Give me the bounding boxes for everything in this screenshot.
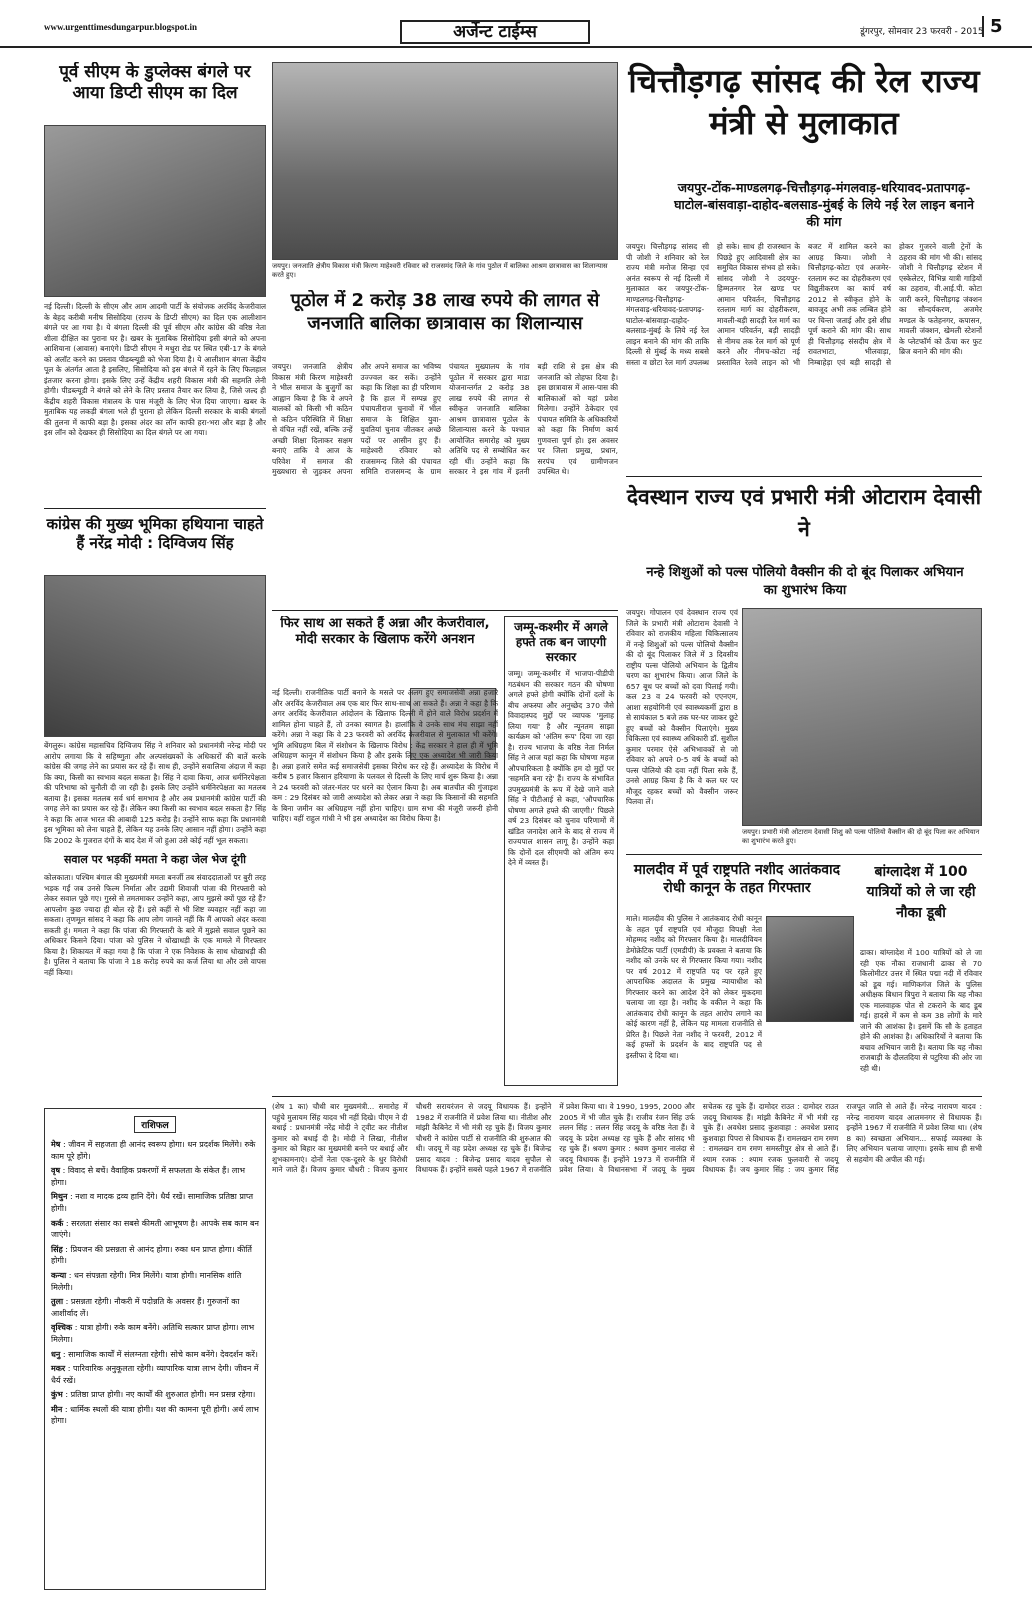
a2-photo: [44, 575, 266, 737]
page-number: 5: [982, 16, 1003, 37]
horoscope-item: मेष : जीवन में सहजता ही आनंद स्वरूप होगा। धन प्रदर्शक मिलेंगे। रुके काम पूरे होंगे।: [51, 1140, 256, 1161]
a4-headline: पूठोल में 2 करोड़ 38 लाख रुपये की लागत से जनजाति बालिका छात्रावास का शिलान्यास: [290, 290, 600, 334]
a10-body: ढाका। बांग्लादेश में 100 यात्रियों को ले जा रही एक नौका राजधानी ढाका से 70 किलोमीटर उत्तर में स्थित पद्मा नदी में रविवार को डूब गई। माणिकगंज जिले के पुलिस अधीक्षक बिधान त्रिपुरा ने बताया कि यह नौका एक मालवाहक पोत से टकराने के बाद डूब गई। हादसे में कम से कम 38 लोगों के मारे जाने की आशंका है। इसमें कि सौ के हताहत होने की आशंका है। अधिकारियों ने बताया कि बचाव अभियान जारी है। बताया कि यह नौका राजबाड़ी के दौलतदिया से पटुरिया की ओर जा रही थी।: [860, 948, 982, 1073]
a9-photo: [766, 916, 854, 1022]
horoscope-sign: मिथुन: [51, 1192, 68, 1202]
a5-headline: फिर साथ आ सकते हैं अन्ना और केजरीवाल, मोदी सरकार के खिलाफ करेंगे अनशन: [280, 616, 490, 648]
horoscope-text: विवाद से बचें। वैवाहिक प्रकरणों में सफलता के संकेत हैं। लाभ होगा।: [51, 1166, 245, 1187]
a2-body: बेंगलुरू। कांग्रेस महासचिव दिग्विजय सिंह ने शनिवार को प्रधानमंत्री नरेन्द्र मोदी पर आरोप लगाया कि वे सहिष्णुता और अल्पसंख्यकों के अधिकारों की बातें करके कांग्रेस की जगह लेने का प्रयास कर रहे हैं। साथ ही, उन्होंने सवालिया अंदाज में कहा कि क्या, किसी का स्वभाव बदल सकता है। सिंह ने दावा किया, आज धर्मनिरपेक्षता की परिभाषा को चुनौती दी जा रही है। इसके लिए उन्होंने धर्मनिरपेक्षता का मतलब बताया है। इसका मतलब सर्व धर्म समभाव है और अब प्रधानमंत्री कांग्रेस पार्टी की जगह लेने का प्रयास कर रहे हैं। लेकिन क्या किसी का स्वभाव बदल सकता है? सिंह ने कहा कि आज भारत की आबादी 125 करोड़ है। उन्होंने साफ कहा कि प्रधानमंत्री इस भूमिका को लेना चाहते हैं, लेकिन यह उनके लिए आसान नहीं होगा। उन्होंने कहा कि 2002 के गुजरात दंगों के बाद देश में जो हुआ उसे कोई नहीं भूल सकता।: [44, 741, 266, 845]
a1-headline: पूर्व सीएम के डुप्लेक्स बंगले पर आया डिप्टी सीएम का दिल: [59, 62, 251, 104]
a8-body: जयपुर। गोपालन एवं देवस्थान राज्य एवं जिले के प्रभारी मंत्री ओटाराम देवासी ने रविवार को राजकीय महिला चिकित्सालय में नन्हे शिशुओं को पल्स पोलियो वैक्सीन की दो बूंद पिलाकर जिले में 3 दिवसीय राष्ट्रीय पल्स पोलियो अभियान के द्वितीय चरण का शुभारंभ किया। आज जिले के 657 बूथ पर बच्चों को दवा पिलाई गयी। कल 23 व 24 फरवरी को एएनएम, आशा सहयोगिनी एवं स्वास्थ्यकर्मी द्वारा 8 से सायंकाल 5 बजे तक घर-घर जाकर छूटे हुए बच्चों को वैक्सीन पिलाएंगे। मुख्य चिकित्सा एवं स्वास्थ्य अधिकारी डॉ. सुशील कुमार परमार ऐसे अभिभावकों से जो रविवार को अपने 0-5 वर्ष के बच्चों को पल्स पोलियो की दवा नहीं पिला सके हैं, उनसे आग्रह किया है कि वे कल घर पर मौजूद रहकर बच्चों को वैक्सीन जरूर पिलवा लें।: [626, 608, 738, 807]
a7-headline: चित्तौड़गढ़ सांसद की रेल राज्य मंत्री से मुलाकात: [628, 62, 980, 143]
masthead: अर्जेन्ट टाईम्स: [400, 20, 590, 44]
divider: [272, 1096, 982, 1097]
horoscope-text: सामाजिक कार्यों में संलग्नता रहेगी। सोचे काम बनेंगे। देवदर्शन करें।: [68, 1349, 258, 1359]
a4-caption: जयपुर। जनजाति क्षेत्रीय विकास मंत्री किरण माहेश्वरी रविवार को राजसमंद जिले के गांव पुठोल में बालिका आश्रम छात्रावास का शिलान्यास करते हुए।: [272, 262, 608, 279]
horoscope-text: प्रियजन की प्रसन्नता से आनंद होगा। रुका धन प्राप्त होगा। कीर्ति होगी।: [51, 1244, 252, 1266]
a6-headline: जम्मू-कश्मीर में अगले हफ्ते तक बन जाएगी सरकार: [514, 620, 608, 664]
horoscope-sign: वृष: [51, 1166, 61, 1176]
horoscope-sign: कुंभ: [51, 1390, 63, 1400]
horoscope-item: तुला : प्रसन्नता रहेगी। नौकरी में पदोन्नति के अवसर हैं। गुरुजनों का आशीर्वाद लें।: [51, 1297, 240, 1318]
horoscope-sign: मीन: [51, 1404, 63, 1414]
horoscope-text: प्रतिष्ठा प्राप्त होगी। नए कार्यों की शुरुआत होगी। मन प्रसन्न रहेगा।: [70, 1390, 256, 1400]
horoscope-box: [44, 1108, 266, 1590]
a1-photo: [44, 125, 266, 297]
horoscope-item: वृश्चिक : यात्रा होगी। रुके काम बनेंगे। अतिथि सत्कार प्राप्त होगा। लाभ मिलेगा।: [51, 1323, 255, 1344]
horoscope-text: नशा व मादक द्रव्य हानि देंगे। धैर्य रखें। सामाजिक प्रतिष्ठा प्राप्त होगी।: [51, 1192, 254, 1213]
a9-body: माले। मालदीव की पुलिस ने आतंकवाद रोधी कानून के तहत पूर्व राष्ट्रपति एवं मौजूदा विपक्षी नेता मोहम्मद नशीद को गिरफ्तार किया है। मालदीवियन डेमोक्रेटिक पार्टी (एमडीपी) के प्रवक्ता ने बताया कि नशीद को उनके घर से गिरफ्तार किया गया। नशीद पर वर्ष 2012 में राष्ट्रपति पद पर रहते हुए आपराधिक अदालत के प्रमुख न्यायाधीश को गिरफ्तार करने का आदेश देने को लेकर मुकदमा चलाया जा रहा है। नशीद के वकील ने कहा कि आतंकवाद रोधी कानून के तहत आरोप लगाने का कोई कारण नहीं है, लेकिन यह मामला राजनीति से प्रेरित है। पिछले नेता नशीद ने फरवरी, 2012 में कई हफ्तों के प्रदर्शन के बाद राष्ट्रपति पद से इस्तीफा दे दिया था।: [626, 914, 762, 1060]
horoscope-title: राशिफल: [134, 1116, 176, 1133]
site-url[interactable]: www.urgenttimesdungarpur.blogspot.in: [44, 22, 197, 32]
horoscope-text: धार्मिक स्थलों की यात्रा होगी। यश की कामना पूरी होगी। अर्थ लाभ होगा।: [51, 1404, 259, 1426]
a8-headline: देवस्थान राज्य एवं प्रभारी मंत्री ओटाराम देवासी ने: [626, 485, 982, 541]
horoscope-text: यात्रा होगी। रुके काम बनेंगे। अतिथि सत्कार प्राप्त होगा। लाभ मिलेगा।: [51, 1323, 255, 1344]
a8-photo: [742, 608, 982, 826]
dateline: डूंगरपुर, सोमवार 23 फरवरी - 2015: [860, 27, 984, 37]
horoscope-sign: मकर: [51, 1364, 66, 1374]
a1-body: नई दिल्ली। दिल्ली के सीएम और आम आदमी पार्टी के संयोजक अरविंद केजरीवाल के बेहद करीबी मनीष सिसोदिया (राज्य के डिप्टी सीएम) का दिल एक आलीशान बंगले पर आ गया है। ये बंगला दिल्ली की पूर्व सीएम और कांग्रेस की वरिष्ठ नेता शीला दीक्षित का पुराना घर है। खबर के मुताबिक सिसोदिया इसी बंगले को अपना आशियाना (आवास) बनाएंगे। डिप्टी सीएम ने मथुरा रोड पर स्थित एबी-17 के बंगले को अलॉट करने का प्रस्ताव पीडब्ल्यूडी को भेजा दिया है। ये आलीशान बंगला केंद्रीय पूल के अंतर्गत आता है इसलिए, सिसोदिया को इस बंगले में रहने के लिए फिलहाल इंतजार करना होगा। इसके लिए उन्हें केंद्रीय शहरी विकास मंत्री की सहमति लेनी होगी। पीडब्ल्यूडी ने बंगले को लेने के लिए प्रस्ताव तैयार कर लिया है, जिसे जल्द ही केंद्रीय शहरी विकास मंत्रालय के पास मंजूरी के लिए भेज दिया जाएगा। खबर के मुताबिक यह लकड़ी बंगला भले ही पुराना हो लेकिन दिल्ली सरकार के बाकी बंगलों की तुलना में काफी बड़ा है। इसका अंदर का लॉन काफी हरा-भरा और बड़ा है और इस लॉन को देखकर ही सिसोदिया का दिल बंगले पर आ गया।: [44, 302, 266, 438]
horoscope-item: मिथुन : नशा व मादक द्रव्य हानि देंगे। धैर्य रखें। सामाजिक प्रतिष्ठा प्राप्त होगी।: [51, 1192, 254, 1213]
horoscope-sign: तुला: [51, 1297, 64, 1307]
horoscope-sign: कन्या: [51, 1270, 67, 1280]
horoscope-sign: सिंह: [51, 1244, 63, 1254]
horoscope-item: कुंभ : प्रतिष्ठा प्राप्त होगी। नए कार्यों की शुरुआत होगी। मन प्रसन्न रहेगा।: [51, 1390, 256, 1400]
a7-body: जयपुर। चित्तौड़गढ़ सांसद सी पी जोशी ने शनिवार को रेल राज्य मंत्री मनोज सिन्हा एवं अनंत स्वरूप से नई दिल्ली में मुलाकात कर जयपुर-टोंक-माण्डलगढ़-चित्तौड़गढ़-मंगलवाड़-धरियावद-प्रतापगढ़-घाटोल-बांसवाड़ा-दाहोद-बलसाड-मुंबई के लिये नई रेल लाइन बनाने की मांग की ताकि दिल्ली से मुंबई के मध्य सबसे सस्ता व छोटा रेल मार्ग उपलब्ध हो सके। साथ ही राजस्थान के पिछड़े हुए आदिवासी क्षेत्र का समुचित विकास संभव हो सके। सांसद जोशी ने उदयपुर-हिम्मतनगर रेल खण्ड पर आमान परिवर्तन, चित्तौड़गढ़ रतलाम मार्ग का दोहरीकरण, मावली-बड़ी सादड़ी रेल मार्ग का आमान परिवर्तन, बड़ी सादड़ी से नीमच तक रेल मार्ग को पूर्ण करने और नीमच-कोटा नई प्रस्तावित रेलवे लाइन को भी बजट में शामिल करने का आग्रह किया। जोशी ने चित्तौड़गढ़-कोटा एवं अजमेर-रतलाम रूट का दोहरीकरण एवं विद्युतीकरण का कार्य वर्ष 2012 से स्वीकृत होने के बावजूद अभी तक लम्बित होने पर चिन्ता जताई और इसे शीघ्र पूर्ण कराने की मांग की। साथ ही चित्तौड़गढ़ संसदीय क्षेत्र में रावतभाटा, भीलवाड़ा, निम्बाहेड़ा एवं बड़ी सादड़ी से होकर गुजरने वाली ट्रेनों के ठहराव की मांग भी की। सांसद जोशी ने चित्तौड़गढ़ स्टेशन में एस्केलेटर, विभिन्न यात्री गाड़ियों का ठहराव, वी.आई.पी. कोटा जारी करने, चित्तौड़गढ़ जंक्शन का सौन्दर्यकरण, अजमेर मण्डल के फतेहनगर, कपासन, मावली जंक्शन, खेमली स्टेशनों के प्लेटफॉर्म को ऊँचा कर फुट ब्रिज बनाने की मांग की।: [626, 242, 982, 367]
horoscope-list: [51, 1139, 259, 1427]
a6-box: [504, 616, 618, 1086]
horoscope-item: कन्या : धन संपन्नता रहेगी। मित्र मिलेंगे। यात्रा होगी। मानसिक शांति मिलेगी।: [51, 1270, 242, 1292]
horoscope-item: कर्क : सरलता संसार का सबसे कीमती आभूषण है। आपके सब काम बन जाएंगे।: [51, 1218, 259, 1240]
divider: [272, 610, 618, 611]
a5-body: नई दिल्ली। राजनीतिक पार्टी बनाने के मसले पर अलग हुए समाजसेवी अन्ना हजारे और अरविंद केजरीवाल अब एक बार फिर साथ-साथ आ सकते हैं। अन्ना ने कहा है कि अगर अरविंद केजरीवाल आंदोलन के खिलाफ दिल्ली में होने वाले विरोध प्रदर्शन में शामिल होना चाहते हैं, तो उनका स्वागत है। हालांकि वे उनके साथ मंच साझा नहीं करेंगे। अन्ना ने कहा कि वे 23 फरवरी को अरविंद केजरीवाल से मुलाकात भी करेंगे। भूमि अधिग्रहण बिल में संशोधन के खिलाफ विरोध : केंद्र सरकार ने हाल ही में भूमि अधिग्रहण कानून में संशोधन किया है और इसके लिए एक अध्यादेश भी जारी किया है। अन्ना हजारे समेत कई समाजसेवी इसका विरोध कर रहे हैं। अध्यादेश के विरोध में करीब 5 हजार किसान हरियाणा के पलवल से दिल्ली के लिए मार्च शुरू किया है। अन्ना ने 24 फरवरी को जंतर-मंतर पर धरने का ऐलान किया है। अब बातचीत की गुंजाइश कम : 29 दिसंबर को जारी अध्यादेश को लेकर अन्ना ने कहा कि किसानों की सहमति के बिना जमीन का अधिग्रहण नहीं होना चाहिए। ग्राम सभा की मंजूरी जरूरी होनी चाहिए। वहीं राहुल गांधी ने भी इस अध्यादेश का विरोध किया है।: [272, 688, 498, 824]
a3-body: कोलकाता। पश्चिम बंगाल की मुख्यमंत्री ममता बनर्जी तब संवाददाताओं पर बुरी तरह भड़क गईं जब उनसे फिल्म निर्माता और उद्यमी शिवाजी पांजा की गिरफ्तारी को लेकर सवाल पूछे गए। गुस्से से तमतमाकर उन्होंने कहा, आप मुझसे क्यों पूछ रहे हैं? आपलोग कुछ ज्यादा ही बोल रहे हैं। इसे कहीं से भी शिष्ट व्यवहार नहीं कहा जा सकता। तृणमूल सांसद ने कहा कि आप लोग जानते नहीं कि मैं आपको अंदर करवा सकती हूं। ममता ने कहा कि पांजा की गिरफ्तारी के बारे में मुझसे सवाल पूछने का अधिकार किसने दिया। पांजा को पुलिस ने धोखाधड़ी के एक मामले में गिरफ्तार किया है। शिकायत में कहा गया है कि पांजा ने एक निवेशक के साथ धोखाधड़ी की है। पुलिस ने बताया कि पांजा ने 18 करोड़ रुपये का कर्ज लिया था और उसे वापस नहीं किया।: [44, 873, 266, 977]
a4-body: जयपुर। जनजाति क्षेत्रीय विकास मंत्री किरण माहेश्वरी ने भील समाज के बुजुर्गों का आह्वान किया है कि वे अपने बालकों को किसी भी कठिन से कठिन परिस्थिति में शिक्षा से वंचित नहीं रखें, बल्कि उन्हें अच्छी शिक्षा दिलाकर सक्षम बनाएं ताकि वे आज के परिवेश में समाज की मुख्यधारा से जुड़कर अपना और अपने समाज का भविष्य उज्ज्वल कर सकें। उन्होंने कहा कि शिक्षा का ही परिणाम है कि हाल में सम्पन्न हुए पंचायतीराज चुनावों में भील समाज के शिक्षित युवा-युवतियां चुनाव जीतकर अच्छे पदों पर आसीन हुए हैं। माहेश्वरी रविवार को राजसमन्द जिले की पंचायत समिति राजसमन्द के ग्राम पंचायत मुख्यालय के गांव पूठोल में सरकार द्वारा माडा योजनान्तर्गत 2 करोड़ 38 लाख रुपये की लागत से स्वीकृत जनजाति बालिका आश्रम छात्रावास पूठोल के शिलान्यास करने के पश्चात आयोजित समारोह को मुख्य अतिथि पद से सम्बोधित कर रही थीं। उन्होंने कहा कि सरकार ने इस गांव में इतनी बड़ी राशि से इस क्षेत्र की जनजाति को तोहफा दिया है। इस छात्रावास में आस-पास की बालिकाओं को यहां प्रवेश मिलेगा। उन्होंने ठेकेदार एवं पंचायत समिति के अधिकारियों को कहा कि निर्माण कार्य गुणवत्ता पूर्ण हो। इस अवसर पर जिला प्रमुख, प्रधान, सरपंच एवं ग्रामीणजन उपस्थित थे।: [272, 362, 618, 477]
horoscope-text: सरलता संसार का सबसे कीमती आभूषण है। आपके सब काम बन जाएंगे।: [51, 1218, 259, 1240]
horoscope-text: जीवन में सहजता ही आनंद स्वरूप होगा। धन प्रदर्शक मिलेंगे। रुके काम पूरे होंगे।: [51, 1140, 256, 1161]
a6-body: जम्मू। जम्मू-कश्मीर में भाजपा-पीडीपी गठबंधन की सरकार गठन की घोषणा अगले हफ्ते होगी क्योंकि दोनों दलों के बीच अफस्पा और अनुच्छेद 370 जैसे विवादास्पद मुद्दों पर व्यापक 'मुलाह लिया गया' है और न्यूनतम साझा कार्यक्रम को 'अंतिम रूप' दिया जा रहा है। राज्य भाजपा के वरिष्ठ नेता निर्मल सिंह ने आज यहां कहा कि घोषणा महज औपचारिकता है क्योंकि हम दो मुद्दों पर 'सहमति बना रहे' हैं। राज्य के संभावित उपमुख्यमंत्री के रूप में देखे जाने वाले सिंह ने पीटीआई से कहा, 'औपचारिक घोषणा अगले हफ्ते की जाएगी।' पिछले वर्ष 23 दिसंबर को चुनाव परिणामों में खंडित जनादेश आने के बाद से राज्य में राज्यपाल शासन लागू है। उन्होंने कहा कि दोनों दल सीएमपी को अंतिम रूप देने में व्यस्त हैं।: [508, 669, 614, 868]
horoscope-sign: कर्क: [51, 1218, 64, 1228]
horoscope-text: प्रसन्नता रहेगी। नौकरी में पदोन्नति के अवसर हैं। गुरुजनों का आशीर्वाद लें।: [51, 1297, 240, 1318]
horoscope-text: धन संपन्नता रहेगी। मित्र मिलेंगे। यात्रा होगी। मानसिक शांति मिलेगी।: [51, 1270, 242, 1292]
a4-photo: [272, 62, 618, 260]
a7-subhead: जयपुर-टोंक-माण्डलगढ़-चित्तौड़गढ़-मंगलवाड़-धरियावद-प्रतापगढ़-घाटोल-बांसवाड़ा-दाहोद-बलसाड-मुंबई के लिये नई रेल लाइन बनाने की मांग: [674, 180, 974, 229]
horoscope-item: मकर : पारिवारिक अनुकूलता रहेगी। व्यापारिक यात्रा लाभ देगी। जीवन में धैर्य रखें।: [51, 1364, 259, 1385]
horoscope-sign: वृश्चिक: [51, 1323, 73, 1333]
divider: [626, 476, 982, 477]
horoscope-text: पारिवारिक अनुकूलता रहेगी। व्यापारिक यात्रा लाभ देगी। जीवन में धैर्य रखें।: [51, 1364, 259, 1385]
a3-headline: सवाल पर भड़कीं ममता ने कहा जेल भेज दूंगी: [63, 853, 247, 866]
a2-headline: कांग्रेस की मुख्य भूमिका हथियाना चाहते हैं नरेंद्र मोदी : दिग्विजय सिंह: [46, 515, 264, 552]
a11-body: (शेष 1 का) चौथी बार मुख्यमंत्री... समारोह में पहुंचे मुलायम सिंह यादव भी नहीं दिखे। पीएम ने दी बधाई : प्रधानमंत्री नरेंद्र मोदी ने ट्वीट कर नीतीश कुमार को बधाई दी है। मोदी ने लिखा, नीतीश कुमार को बिहार का मुख्यमंत्री बनने पर बधाई और शुभकामनाएं। दोनों नेता एक-दूसरे के धुर विरोधी माने जाते हैं। विजय कुमार चौधरी : विजय कुमार चौधरी सरायरंजन से जदयू विधायक हैं। इन्होंने 1982 में राजनीति में प्रवेश लिया था। नीतीश और मांझी कैबिनेट में भी मंत्री रह चुके हैं। विजय कुमार चौधरी ने कांग्रेस पार्टी से राजनीति की शुरुआत की थी। जदयू में वह प्रदेश अध्यक्ष रह चुके हैं। बिजेन्द्र प्रसाद यादव : बिजेन्द्र प्रसाद यादव सुपौल से विधायक हैं। इन्होंने सबसे पहले 1967 में राजनीति में प्रवेश किया था। वे 1990, 1995, 2000 और 2005 में भी जीत चुके हैं। राजीव रंजन सिंह उर्फ ललन सिंह : ललन सिंह जदयू के वरिष्ठ नेता हैं। वे जदयू के प्रदेश अध्यक्ष रह चुके हैं और सांसद भी रह चुके हैं। श्रवण कुमार : श्रवण कुमार नालंदा से जदयू विधायक हैं। इन्होंने 1973 में राजनीति में प्रवेश लिया। वे विधानसभा में जदयू के मुख्य सचेतक रह चुके हैं। दामोदर राउत : दामोदर राउत जदयू विधायक हैं। मांझी कैबिनेट में भी मंत्री रह चुके हैं। अवधेश प्रसाद कुशवाहा : अवधेश प्रसाद कुशवाहा पिपरा से विधायक हैं। रामलखन राम रमण : रामलखन राम रमण समस्तीपुर क्षेत्र से आते हैं। श्याम रजक : श्याम रजक फुलवारी से जदयू विधायक हैं। जय कुमार सिंह : जय कुमार सिंह राजपूत जाति से आते हैं। नरेन्द्र नारायण यादव : नरेन्द्र नारायण यादव आलमनगर से विधायक हैं। इन्होंने 1967 में राजनीति में प्रवेश लिया था। (शेष 8 का) स्वच्छता अभियान... सफाई व्यवस्था के लिए अभियान चलाया जाएगा। इसके साथ ही सभी से सहयोग की अपील की गई।: [272, 1102, 982, 1175]
horoscope-item: वृष : विवाद से बचें। वैवाहिक प्रकरणों में सफलता के संकेत हैं। लाभ होगा।: [51, 1166, 245, 1187]
horoscope-item: मीन : धार्मिक स्थलों की यात्रा होगी। यश की कामना पूरी होगी। अर्थ लाभ होगा।: [51, 1404, 259, 1426]
horoscope-sign: मेष: [51, 1140, 61, 1149]
a8-subhead: नन्हे शिशुओं को पल्स पोलियो वैक्सीन की दो बूंद पिलाकर अभियान का शुभारंभ किया: [646, 565, 964, 598]
divider: [44, 508, 266, 509]
horoscope-item: सिंह : प्रियजन की प्रसन्नता से आनंद होगा। रुका धन प्राप्त होगा। कीर्ति होगी।: [51, 1244, 252, 1266]
divider: [626, 854, 982, 855]
a9-headline: मालदीव में पूर्व राष्ट्रपति नशीद आतंकवाद रोधी कानून के तहत गिरफ्तार: [633, 862, 841, 896]
a8-caption: जयपुर। प्रभारी मंत्री ओटाराम देवासी शिशु को पल्स पोलियो वैक्सीन की दो बूंद पिला कर अभियान का शुभारंभ करते हुए।: [742, 828, 980, 845]
horoscope-item: धनु : सामाजिक कार्यों में संलग्नता रहेगी। सोचे काम बनेंगे। देवदर्शन करें।: [51, 1349, 258, 1359]
a10-headline: बांग्लादेश में 100 यात्रियों को ले जा रही नौका डूबी: [866, 864, 976, 921]
horoscope-sign: धनु: [51, 1349, 61, 1359]
